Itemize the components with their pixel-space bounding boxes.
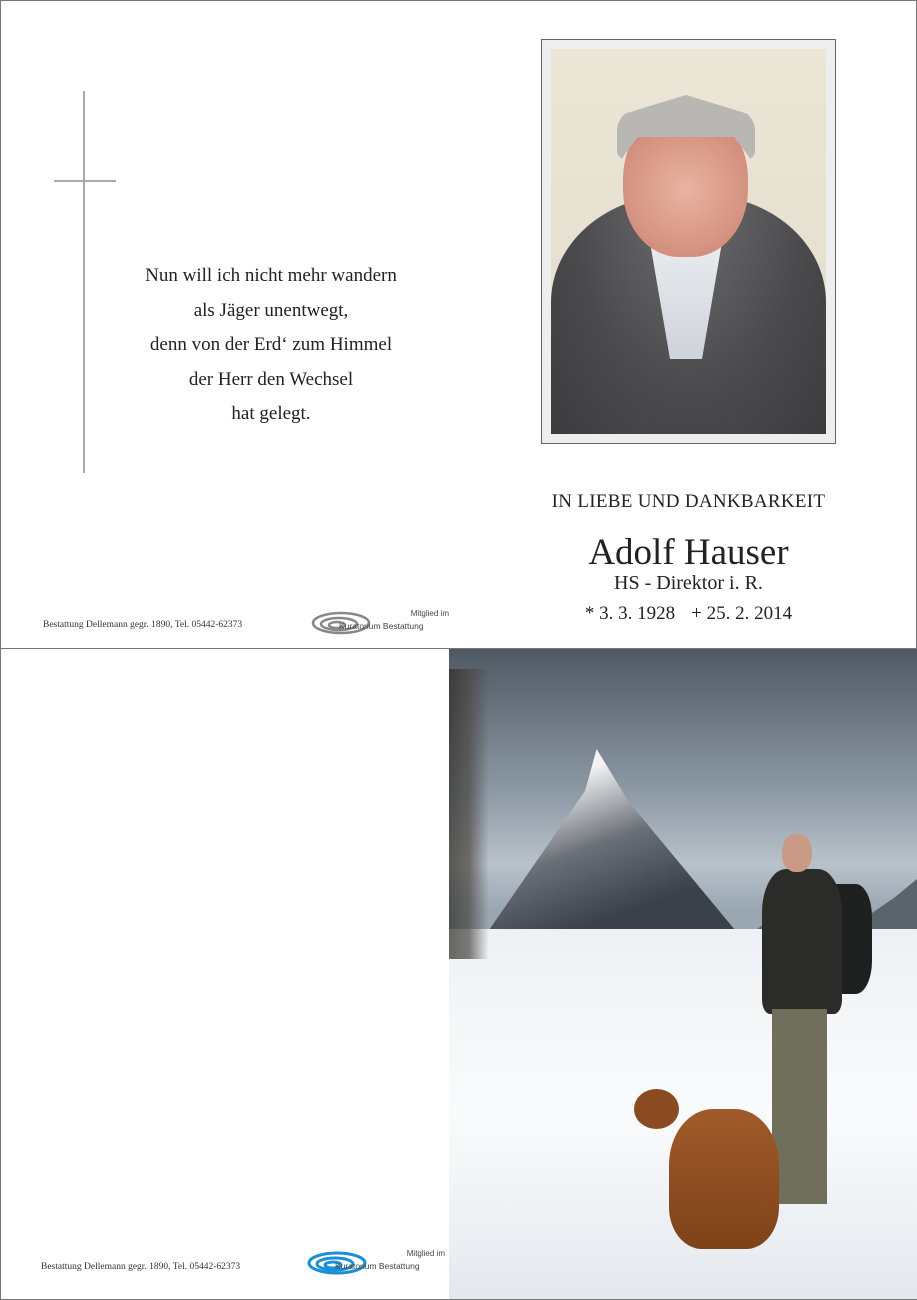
portrait-photo [551, 49, 826, 434]
logo-line1: Mitglied im [410, 609, 449, 618]
logo-line2: Kuratorium Bestattung [335, 1261, 420, 1271]
poem-line: der Herr den Wechsel [188, 368, 354, 390]
poem-line: hat gelegt. [231, 403, 311, 424]
funeral-home-info: Bestattung Dellemann gegr. 1890, Tel. 05442-62373 [41, 1262, 241, 1272]
logo-line1: Mitglied im [406, 1249, 445, 1258]
deceased-name: Adolf Hauser [588, 532, 789, 573]
logo-line2: Kuratorium Bestattung [339, 621, 424, 631]
birth-date: * 3. 3. 1928 [584, 603, 676, 624]
cross-icon [83, 91, 85, 473]
kuratorium-logo [305, 1245, 445, 1285]
dedication: IN LIEBE UND DANKBARKEIT [551, 491, 826, 512]
poem [101, 259, 441, 432]
cross-icon-bar [54, 180, 116, 182]
kuratorium-logo [309, 605, 449, 645]
life-dates [461, 603, 916, 625]
deceased-title: HS - Direktor i. R. [614, 572, 763, 594]
poem-line: als Jäger unentwegt, [193, 299, 349, 321]
mountain-hiker-photo [449, 649, 917, 1299]
memorial-card-front [0, 0, 917, 649]
portrait-frame [541, 39, 836, 444]
memorial-card-back [0, 648, 917, 1300]
poem-line: denn von der Erd‘ zum Himmel [149, 334, 393, 355]
death-date: + 25. 2. 2014 [691, 603, 793, 624]
funeral-home-info: Bestattung Dellemann gegr. 1890, Tel. 05442-62373 [43, 620, 243, 630]
poem-line: Nun will ich nicht mehr wandern [145, 265, 397, 286]
